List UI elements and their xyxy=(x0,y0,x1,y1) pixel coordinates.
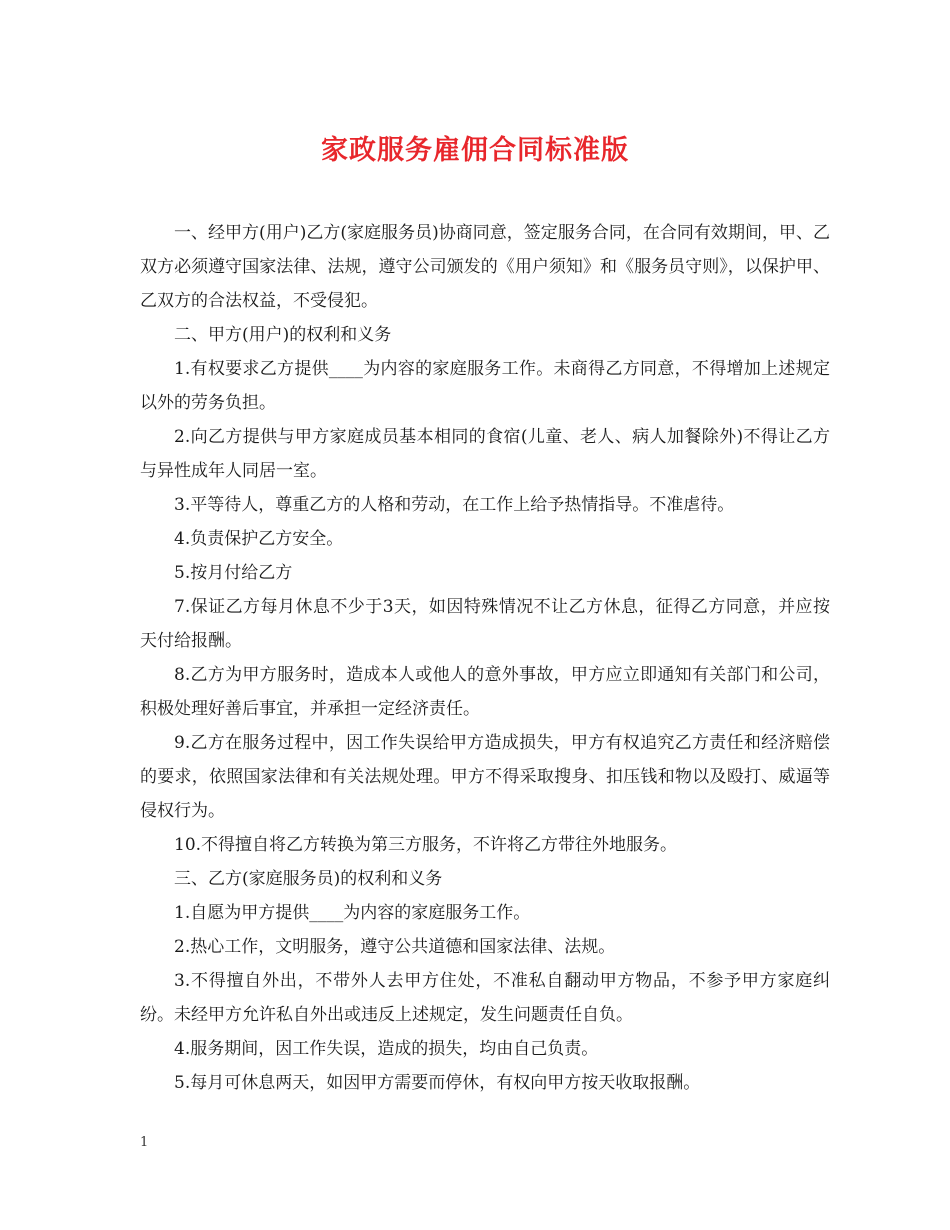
clause-b-4: 4.服务期间，因工作失误，造成的损失，均由自己负责。 xyxy=(174,1039,599,1059)
clause-a-5: 5.按月付给乙方 xyxy=(174,563,293,583)
clause-b-2: 2.热心工作，文明服务，遵守公共道德和国家法律、法规。 xyxy=(174,937,616,957)
clause-a-3: 3.平等待人，尊重乙方的人格和劳动，在工作上给予热情指导。不准虐待。 xyxy=(174,495,735,515)
section-heading-party-a: 二、甲方(用户)的权利和义务 xyxy=(174,325,392,345)
document-body xyxy=(140,216,830,1100)
clause-b-5: 5.每月可休息两天，如因甲方需要而停休，有权向甲方按天收取报酬。 xyxy=(174,1073,701,1093)
paragraph-intro: 一、经甲方(用户)乙方(家庭服务员)协商同意，签定服务合同，在合同有效期间，甲、乙双方必须遵守国家法律、法规，遵守公司颁发的《用户须知》和《服务员守则》，以保护甲、乙双方的合法权益，不受侵犯。 xyxy=(140,223,830,311)
clause-b-3: 3.不得擅自外出，不带外人去甲方住处，不准私自翻动甲方物品，不参予甲方家庭纠纷。未经甲方允许私自外出或违反上述规定，发生问题责任自负。 xyxy=(140,971,830,1025)
page-number: 1 xyxy=(140,1135,149,1150)
clause-a-2: 2.向乙方提供与甲方家庭成员基本相同的食宿(儿童、老人、病人加餐除外)不得让乙方与异性成年人同居一室。 xyxy=(140,427,830,481)
clause-a-10: 10.不得擅自将乙方转换为第三方服务，不许将乙方带往外地服务。 xyxy=(174,835,678,855)
clause-b-1: 1.自愿为甲方提供____为内容的家庭服务工作。 xyxy=(174,903,531,923)
clause-a-7: 7.保证乙方每月休息不少于3天，如因特殊情况不让乙方休息，征得乙方同意，并应按天付给报酬。 xyxy=(140,597,830,651)
clause-a-1: 1.有权要求乙方提供____为内容的家庭服务工作。未商得乙方同意，不得增加上述规定以外的劳务负担。 xyxy=(140,359,830,413)
section-heading-party-b: 三、乙方(家庭服务员)的权利和义务 xyxy=(174,869,443,889)
clause-a-9: 9.乙方在服务过程中，因工作失误给甲方造成损失，甲方有权追究乙方责任和经济赔偿的要求，依照国家法律和有关法规处理。甲方不得采取搜身、扣压钱和物以及殴打、威逼等侵权行为。 xyxy=(140,733,830,821)
clause-a-8: 8.乙方为甲方服务时，造成本人或他人的意外事故，甲方应立即通知有关部门和公司，积极处理好善后事宜，并承担一定经济责任。 xyxy=(140,665,830,719)
page-title: 家政服务雇佣合同标准版 xyxy=(321,135,629,166)
clause-a-4: 4.负责保护乙方安全。 xyxy=(174,529,344,549)
